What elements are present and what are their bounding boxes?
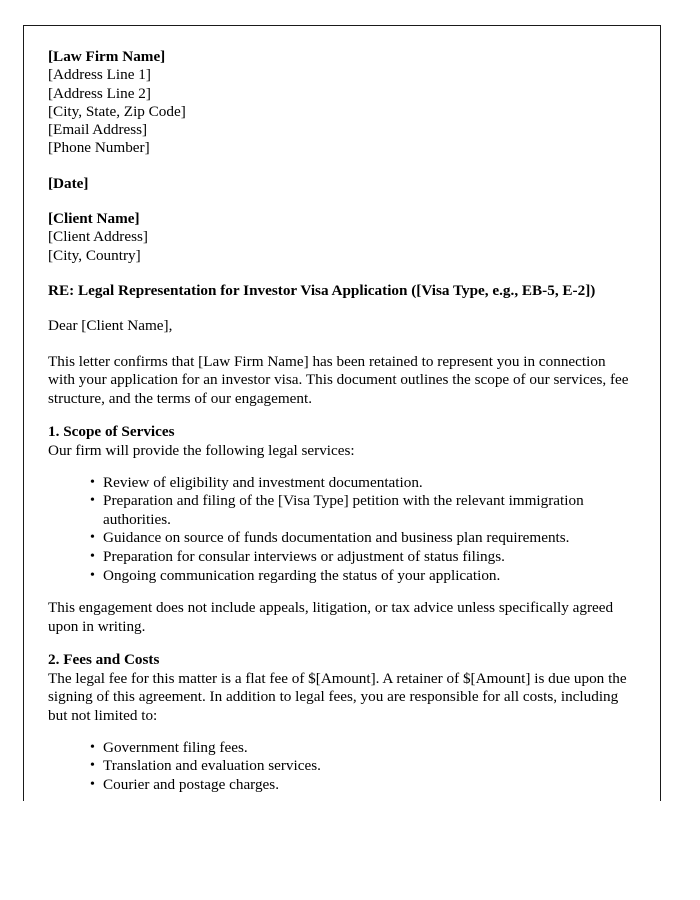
list-item: • Preparation for consular interviews or adjustment of status filings. [90, 548, 634, 567]
list-item: • Ongoing communication regarding the status of your application. [90, 567, 634, 586]
list-item: • Courier and postage charges. [90, 776, 634, 795]
costs-list [48, 739, 634, 795]
firm-address-line-1: [Address Line 1] [48, 66, 151, 84]
spacer-after-date [48, 193, 634, 210]
client-name: [Client Name] [48, 210, 140, 228]
section-heading-fees: 2. Fees and Costs [48, 651, 160, 669]
firm-city-state-zip: [City, State, Zip Code] [48, 102, 186, 120]
subject-line: RE: Legal Representation for Investor Visa Application ([Visa Type, e.g., EB-5, E-2]) [48, 281, 596, 299]
document-content [48, 48, 634, 794]
list-item: • Translation and evaluation services. [90, 757, 634, 776]
firm-email: [Email Address] [48, 121, 148, 139]
spacer-after-letterhead [48, 158, 634, 175]
intro-paragraph: This letter confirms that [Law Firm Name] has been retained to represent you in connection with your application for an investor visa. This document outlines the scope of our services, fee structure, and the terms of our engagement. [48, 352, 629, 407]
letterhead [48, 48, 634, 158]
firm-name: [Law Firm Name] [48, 48, 166, 65]
list-item: • Guidance on source of funds documentation and business plan requirements. [90, 529, 634, 548]
spacer-after-intro [48, 408, 634, 423]
list-item: • Preparation and filing of the [Visa Type] petition with the relevant immigration authorities. [90, 492, 634, 529]
firm-phone: [Phone Number] [48, 139, 150, 157]
client-address: [Client Address] [48, 228, 148, 246]
client-city-country: [City, Country] [48, 246, 141, 264]
scope-of-services-list [48, 474, 634, 586]
letter-date: [Date] [48, 174, 89, 192]
spacer-after-recipient [48, 265, 634, 282]
document-page [23, 25, 661, 801]
spacer-after-exclusions [48, 636, 634, 651]
salutation: Dear [Client Name], [48, 317, 173, 335]
section-heading-scope: 1. Scope of Services [48, 423, 175, 441]
recipient-address-block [48, 210, 634, 265]
firm-address-line-2: [Address Line 2] [48, 84, 151, 102]
section-intro-fees: The legal fee for this matter is a flat fee of $[Amount]. A retainer of $[Amount] is due upon the signing of this agreement. In addition to legal fees, you are responsible for all costs, including but not limited to: [48, 669, 627, 725]
spacer-after-subject [48, 300, 634, 317]
list-item: • Government filing fees. [90, 739, 634, 758]
spacer-after-salutation [48, 336, 634, 353]
spacer-after-scope-list [48, 585, 634, 599]
scope-exclusions-paragraph: This engagement does not include appeals, litigation, or tax advice unless specifically agreed upon in writing. [48, 599, 614, 635]
list-item: • Review of eligibility and investment documentation. [90, 474, 634, 493]
section-intro-scope: Our firm will provide the following legal services: [48, 441, 355, 459]
